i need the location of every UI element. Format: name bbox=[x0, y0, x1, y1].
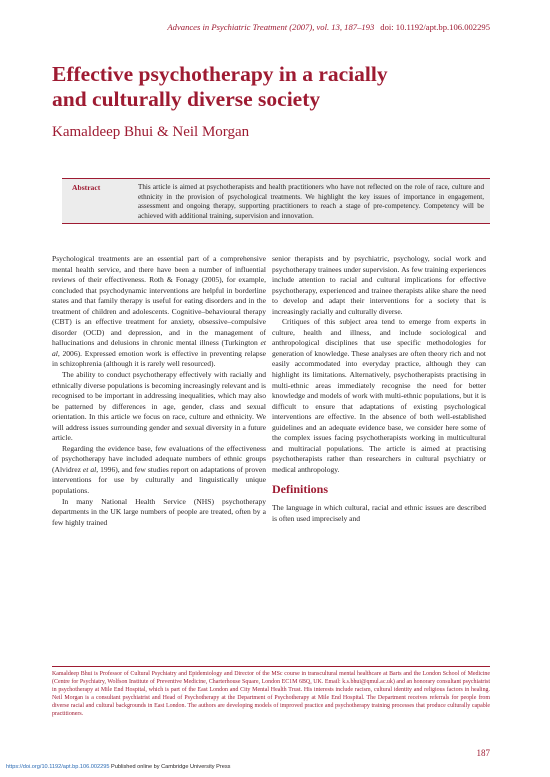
paragraph-text: , 1996), and few studies report on adaptations of proven interventions for use by culturally and linguistically unique populations. bbox=[52, 464, 266, 496]
running-header bbox=[62, 22, 490, 32]
author-footnote bbox=[52, 666, 490, 718]
body-paragraph: The language in which cultural, racial and ethnic issues are described is often used imprecisely and bbox=[272, 503, 486, 524]
et-al-text: et al bbox=[52, 338, 266, 358]
body-paragraph: The ability to conduct psychotherapy effectively with racially and ethnically diverse populations is becoming increasingly relevant and is recognised to be important in addressing inequalities, which may also be patterned by differences in age, gender, class and sexual orientation. In this article we focus on race, culture and ethnicity. We will address issues surrounding gender and sexual diversity in a future article. bbox=[52, 370, 266, 443]
publisher-note: Published online by Cambridge University Press bbox=[109, 764, 231, 770]
journal-citation: Advances in Psychiatric Treatment (2007), vol. 13, 187–193 bbox=[167, 22, 375, 32]
section-heading-definitions: Definitions bbox=[272, 482, 329, 497]
body-paragraph bbox=[52, 254, 266, 370]
paragraph-text: Regarding the evidence base, few evaluations of the effectiveness of psychotherapy have included adequate numbers of ethnic groups (Alvidrez bbox=[52, 443, 266, 474]
abstract-text: This article is aimed at psychotherapists and health practitioners who have not reflected on the role of race, culture and ethnicity in the provision of psychological treatments. We highlight the key issues of importance in engagement, assessment and ongoing therapy, supporting practitioners to reach a stage of pre-competency. Competency will be achieved with additional training, supervision and innovation. bbox=[138, 183, 484, 220]
title-line-1: Effective psychotherapy in a racially bbox=[52, 62, 388, 86]
article-authors: Kamaldeep Bhui & Neil Morgan bbox=[52, 124, 250, 140]
abstract-label: Abstract bbox=[72, 183, 101, 192]
body-column-right bbox=[272, 254, 486, 525]
article-title bbox=[52, 62, 492, 112]
paragraph-text: , 2006). Expressed emotion work is effective in preventing relapse in schizophrenia (although it is rarely well resourced). bbox=[52, 348, 266, 369]
title-line-2: and culturally diverse society bbox=[52, 87, 321, 111]
page-number: 187 bbox=[476, 748, 490, 758]
et-al-text: et al bbox=[82, 464, 97, 474]
abstract-box bbox=[62, 178, 490, 224]
header-doi: doi: 10.1192/apt.bp.106.002295 bbox=[380, 22, 490, 32]
paragraph-text: Psychological treatments are an essential part of a comprehensive mental health service, and there have been a number of influential reviews of their effectiveness. Roth & Fonagy (2005), for example, concluded that psychodynamic interventions are helpful in borderline states and that family therapy is useful for eating disorders and in the treatment of children and adolescents. Cognitive–behavioural therapy (CBT) is an effective treatment for anxiety, obsessive–compulsive disorder (OCD) and depression, and in the management of hallucinations and delusions in chronic mental illness (Turkington bbox=[52, 254, 266, 348]
footnote-text: Kamaldeep Bhui is Professor of Cultural Psychiatry and Epidemiology and Director of the MSc course in transcultural mental healthcare at Barts and the London School of Medicine (Centre for Psychiatry, Wolfson Institute of Preventive Medicine, Charterhouse Square, London EC1M 6BQ, UK. Email: k.s.bhui@qmul.ac.uk) and an honorary consultant psychiatrist in psychotherapy at Mile End Hospital, which is part of the East London and City Mental Health Trust. His interests include racism, cultural identity and religious factors in healing. Neil Morgan is a consultant psychiatrist and Head of Psychotherapy at the Department of Psychotherapy at Mile End Hospital. The Department receives referrals for people from diverse racial and cultural backgrounds in East London. The authors are developing models of improved practice and psychotherapy training processes that produce culturally capable practitioners. bbox=[52, 671, 490, 717]
body-column-left bbox=[52, 254, 266, 528]
body-paragraph bbox=[52, 444, 266, 497]
body-paragraph: Critiques of this subject area tend to emerge from experts in culture, health and illness, and include sociological and anthropological disciplines that use specific methodologies for generation of knowledge. These analyses are often theory rich and not easily accommodated into everyday practice, although they can highlight its limitations. Alternatively, psychotherapists practising in multi-ethnic areas immediately recognise the need for better knowledge and models of work with multi-ethnic populations, but it is difficult to ensure that adaptations of existing psychological interventions are effective. In the absence of both well-established guidelines and an adequate evidence base, we consider here some of the complex issues facing psychotherapists working in multicultural and multiracial populations. The article is aimed at practising psychotherapists rather than researchers in cultural psychiatry or medical anthropology. bbox=[272, 317, 486, 474]
doi-link[interactable]: https://doi.org/10.1192/apt.bp.106.002295 bbox=[6, 764, 110, 770]
body-paragraph: senior therapists and by psychiatric, psychology, social work and psychotherapy trainees under supervision. As few training experiences include attention to racial and cultural implications for effective psychotherapy, experienced and trainee therapists alike share the need to develop and adapt their interventions for a society that is increasingly racially and culturally diverse. bbox=[272, 254, 486, 316]
page-footer bbox=[6, 764, 230, 770]
body-paragraph: In many National Health Service (NHS) psychotherapy departments in the UK large numbers of people are treated, often by a few highly trained bbox=[52, 496, 266, 527]
